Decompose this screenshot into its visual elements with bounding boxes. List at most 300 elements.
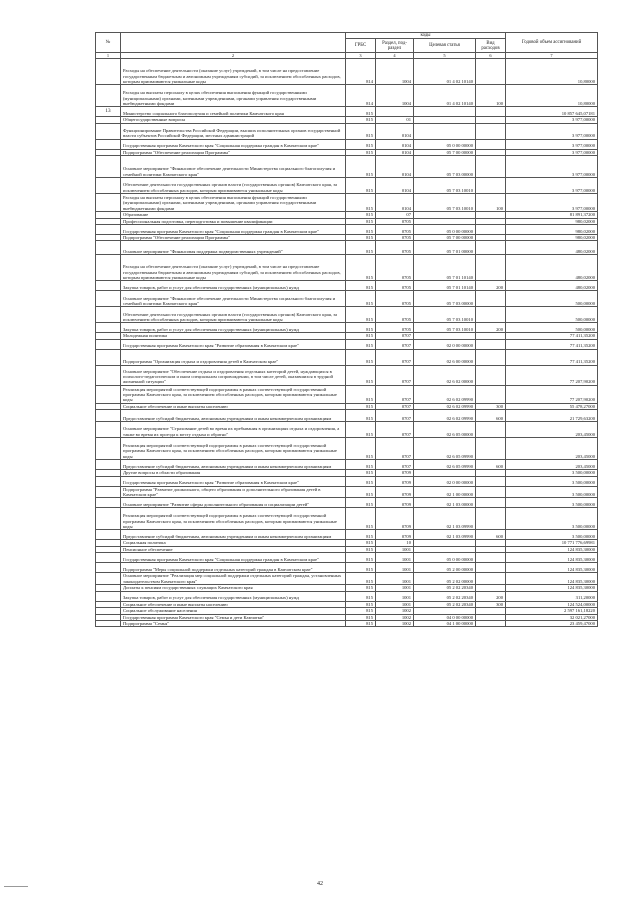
table-row	[96, 225, 598, 235]
cell-amount: 203,45000	[506, 460, 598, 470]
cell-name: Расходы на обеспечение деятельности (оказание услуг) учреждений, в том числе на предоставление государственным бюджетным и автономным учреждениям субсидий, за исключением обособленных расходов, которым присваиваются уникальные коды	[121, 255, 346, 281]
cell-no	[96, 620, 121, 626]
cell-cs: 04 1 00 00000	[414, 620, 476, 626]
cell-grbs: 815	[346, 540, 376, 546]
cell-name: Пенсионное обеспечение	[121, 546, 346, 552]
cell-name: Реализация мероприятий соответствующей подпрограммы в рамках соответствующей государственной программы Камчатского края, за исключением обособленных расходов, которым присваиваются уникальные коды	[121, 385, 346, 403]
cell-amount: 77 411,35200	[506, 333, 598, 339]
header-no: №	[96, 33, 121, 53]
cell-name: Молодежная политика	[121, 333, 346, 339]
cell-no	[96, 194, 121, 212]
cell-cs: 02 6 02 09990	[414, 403, 476, 409]
cell-cs: 05 0 00 00000	[414, 225, 476, 235]
cell-vr	[476, 107, 506, 117]
table-row	[96, 194, 598, 212]
cell-no	[96, 438, 121, 460]
cell-name: Образование	[121, 212, 346, 218]
cell-vr	[476, 139, 506, 149]
cell-grbs: 815	[346, 508, 376, 530]
cell-no	[96, 410, 121, 422]
cell-grbs: 815	[346, 365, 376, 385]
cell-amount: 55 478,27000	[506, 403, 598, 409]
cell-rzpr: 0707	[376, 422, 414, 438]
colnum: 6	[476, 53, 506, 59]
cell-rzpr: 0709	[376, 498, 414, 508]
cell-vr	[476, 438, 506, 460]
cell-amount: 3 977,00000	[506, 117, 598, 123]
header-rzpr: Раздел, под-раздел	[376, 39, 414, 53]
cell-name: Закупка товаров, работ и услуг для обеспечения государственных (муниципальных) нужд	[121, 323, 346, 333]
cell-name: Подпрограмма "Семья"	[121, 620, 346, 626]
cell-amount: 3 977,00000	[506, 123, 598, 139]
cell-vr: 600	[476, 410, 506, 422]
cell-amount: 124 835,30000	[506, 573, 598, 585]
cell-name: Подпрограмма "Обеспечение реализации Программы"	[121, 149, 346, 155]
cell-amount: 311,20000	[506, 591, 598, 601]
table-row	[96, 385, 598, 403]
budget-table-sheet	[95, 32, 597, 627]
cell-grbs: 815	[346, 530, 376, 540]
cell-grbs: 815	[346, 333, 376, 339]
cell-cs: 04 0 00 00000	[414, 614, 476, 620]
cell-amount: 77 207,90200	[506, 385, 598, 403]
cell-grbs: 815	[346, 563, 376, 573]
cell-amount: 980,02000	[506, 235, 598, 241]
cell-cs: 05 7 03 00000	[414, 291, 476, 307]
cell-rzpr: 1002	[376, 620, 414, 626]
cell-rzpr: 0705	[376, 291, 414, 307]
cell-no	[96, 498, 121, 508]
cell-rzpr: 1002	[376, 608, 414, 614]
cell-amount: 10,80000	[506, 59, 598, 85]
cell-cs: 02 6 05 00000	[414, 422, 476, 438]
cell-name: Государственная программа Камчатского края "Социальная поддержка граждан в Камчатском крае"	[121, 139, 346, 149]
cell-rzpr: 1004	[376, 59, 414, 85]
table-row	[96, 107, 598, 117]
cell-cs: 02 1 03 00000	[414, 498, 476, 508]
cell-vr	[476, 123, 506, 139]
cell-rzpr: 0709	[376, 530, 414, 540]
table-row	[96, 349, 598, 365]
cell-rzpr: 1001	[376, 573, 414, 585]
cell-amount: 21 729,63200	[506, 410, 598, 422]
cell-name: Обеспечение деятельности государственных органов власти (государственных органов) Камчатского края, за исключением обособленных расходов, которым присваиваются уникальные коды	[121, 178, 346, 194]
cell-cs: 01 4 02 10140	[414, 59, 476, 85]
header-vr: Вид расходов	[476, 39, 506, 53]
cell-name: Предоставление субсидий бюджетным, автономным учреждениям и иным некоммерческим организациям	[121, 530, 346, 540]
cell-vr	[476, 225, 506, 235]
cell-grbs: 815	[346, 601, 376, 607]
cell-vr	[476, 476, 506, 486]
cell-no	[96, 178, 121, 194]
cell-amount: 23 459,47000	[506, 620, 598, 626]
header-codes: коды	[346, 33, 506, 39]
budget-table	[95, 32, 598, 627]
cell-grbs: 815	[346, 591, 376, 601]
cell-grbs: 815	[346, 156, 376, 178]
cell-no	[96, 323, 121, 333]
scan-edge-mark	[4, 886, 28, 887]
colnum: 2	[121, 53, 346, 59]
cell-amount: 10 771 776,69981	[506, 540, 598, 546]
cell-grbs: 815	[346, 339, 376, 349]
cell-grbs: 814	[346, 59, 376, 85]
cell-vr	[476, 241, 506, 255]
cell-rzpr: 0707	[376, 410, 414, 422]
cell-name: Подпрограмма "Организация отдыха и оздоровления детей в Камчатском крае"	[121, 349, 346, 365]
cell-name: Основное мероприятие "Реализация мер социальной поддержки отдельных категорий граждан, установленных законодательством Камчатского края"	[121, 573, 346, 585]
cell-rzpr: 0709	[376, 508, 414, 530]
cell-name: Основное мероприятие "Обеспечение отдыха и оздоровления отдельных категорий детей, нуждающихся в психолого-педагогическом и ином специальном сопровождении, в том числе детей, оказавшихся в трудной жизненной ситуации"	[121, 365, 346, 385]
cell-no	[96, 530, 121, 540]
cell-rzpr: 0707	[376, 438, 414, 460]
table-row	[96, 486, 598, 498]
cell-grbs: 815	[346, 291, 376, 307]
cell-grbs: 815	[346, 123, 376, 139]
cell-rzpr: 0707	[376, 333, 414, 339]
cell-no	[96, 385, 121, 403]
cell-grbs: 815	[346, 553, 376, 563]
cell-grbs: 815	[346, 403, 376, 409]
cell-rzpr: 0705	[376, 281, 414, 291]
cell-amount: 500,00000	[506, 323, 598, 333]
cell-name: Государственная программа Камчатского края "Развитие образования в Камчатском крае"	[121, 476, 346, 486]
cell-amount: 124 835,30000	[506, 585, 598, 591]
cell-vr: 100	[476, 85, 506, 107]
cell-cs: 02 1 00 00000	[414, 486, 476, 498]
cell-vr: 600	[476, 530, 506, 540]
cell-name: Подпрограмма "Развитие дошкольного, общего образования и дополнительного образования детей в Камчатском крае"	[121, 486, 346, 498]
table-row	[96, 59, 598, 85]
header-amount: Годовой объем ассигнований	[506, 33, 598, 53]
cell-name: Реализация мероприятий соответствующей подпрограммы в рамках соответствующей государственной программы Камчатского края, за исключением обособленных расходов, которым присваиваются уникальные коды	[121, 438, 346, 460]
cell-rzpr: 0705	[376, 218, 414, 224]
cell-vr	[476, 573, 506, 585]
table-row	[96, 460, 598, 470]
cell-grbs: 815	[346, 218, 376, 224]
colnum: 3	[346, 53, 376, 59]
table-row	[96, 620, 598, 626]
cell-grbs: 815	[346, 255, 376, 281]
cell-vr	[476, 156, 506, 178]
header-name	[121, 33, 346, 53]
table-row	[96, 241, 598, 255]
cell-cs: 05 2 02 20340	[414, 591, 476, 601]
cell-cs: 02 6 02 00000	[414, 365, 476, 385]
cell-no	[96, 563, 121, 573]
table-row	[96, 498, 598, 508]
cell-rzpr: 10	[376, 540, 414, 546]
colnum: 1	[96, 53, 121, 59]
cell-rzpr: 07	[376, 212, 414, 218]
cell-grbs: 815	[346, 212, 376, 218]
cell-amount: 77 207,90200	[506, 365, 598, 385]
table-row	[96, 508, 598, 530]
cell-grbs: 815	[346, 194, 376, 212]
cell-no	[96, 349, 121, 365]
cell-amount: 32 021,27000	[506, 614, 598, 620]
cell-amount: 3 977,00000	[506, 178, 598, 194]
cell-no: 13	[96, 107, 121, 117]
cell-vr	[476, 291, 506, 307]
cell-name: Государственная программа Камчатского края "Социальная поддержка граждан в Камчатском крае"	[121, 553, 346, 563]
cell-grbs: 815	[346, 486, 376, 498]
cell-amount: 203,45000	[506, 438, 598, 460]
cell-grbs: 814	[346, 85, 376, 107]
table-body	[96, 59, 598, 627]
cell-amount: 3 500,00000	[506, 470, 598, 476]
cell-cs: 05 2 02 20340	[414, 601, 476, 607]
cell-rzpr: 0705	[376, 307, 414, 323]
cell-grbs: 815	[346, 498, 376, 508]
cell-cs: 05 7 01 00000	[414, 241, 476, 255]
cell-rzpr: 1002	[376, 614, 414, 620]
cell-cs: 02 1 03 09990	[414, 508, 476, 530]
cell-name: Социальное обслуживание населения	[121, 608, 346, 614]
cell-vr: 200	[476, 591, 506, 601]
cell-rzpr: 0709	[376, 486, 414, 498]
cell-name: Основное мероприятие "Финансовая поддержка подведомственных учреждений"	[121, 241, 346, 255]
cell-cs: 02 6 05 09990	[414, 460, 476, 470]
cell-rzpr: 0707	[376, 460, 414, 470]
cell-name: Общегосударственные вопросы	[121, 117, 346, 123]
cell-amount: 3 977,00000	[506, 194, 598, 212]
cell-name: Реализация мероприятий соответствующей подпрограммы в рамках соответствующей государственной программы Камчатского края, за исключением обособленных расходов, которым присваиваются уникальные коды	[121, 508, 346, 530]
cell-no	[96, 476, 121, 486]
cell-cs: 05 7 00 00000	[414, 235, 476, 241]
cell-cs: 05 7 03 10010	[414, 178, 476, 194]
cell-no	[96, 225, 121, 235]
cell-vr	[476, 553, 506, 563]
table-row	[96, 410, 598, 422]
cell-no	[96, 553, 121, 563]
cell-name: Предоставление субсидий бюджетным, автономным учреждениям и иным некоммерческим организациям	[121, 410, 346, 422]
table-row	[96, 438, 598, 460]
cell-amount: 124 524,00000	[506, 601, 598, 607]
cell-vr	[476, 385, 506, 403]
table-row	[96, 123, 598, 139]
cell-no	[96, 365, 121, 385]
cell-cs: 05 2 00 00000	[414, 563, 476, 573]
cell-name: Расходы на обеспечение деятельности (оказание услуг) учреждений, в том числе на предоставление государственным бюджетным и автономным учреждениям субсидий, за исключением обособленных расходов, которым присваиваются уникальные коды	[121, 59, 346, 85]
cell-vr	[476, 349, 506, 365]
table-row	[96, 573, 598, 585]
cell-grbs: 815	[346, 614, 376, 620]
cell-name: Социальное обеспечение и иные выплаты населению	[121, 601, 346, 607]
cell-rzpr: 1001	[376, 546, 414, 552]
cell-grbs: 815	[346, 225, 376, 235]
cell-cs: 05 7 03 10010	[414, 307, 476, 323]
cell-rzpr: 0104	[376, 178, 414, 194]
cell-vr	[476, 508, 506, 530]
table-row	[96, 339, 598, 349]
cell-vr	[476, 486, 506, 498]
cell-amount: 10 857 645,07181	[506, 107, 598, 117]
cell-grbs: 815	[346, 460, 376, 470]
cell-grbs: 815	[346, 349, 376, 365]
cell-rzpr: 1001	[376, 563, 414, 573]
cell-grbs: 815	[346, 608, 376, 614]
cell-grbs: 815	[346, 573, 376, 585]
cell-amount: 81 891,37200	[506, 212, 598, 218]
cell-grbs: 815	[346, 307, 376, 323]
cell-cs: 02 1 03 09990	[414, 530, 476, 540]
cell-rzpr	[376, 107, 414, 117]
cell-grbs: 815	[346, 281, 376, 291]
cell-no	[96, 307, 121, 323]
cell-cs: 05 7 03 00000	[414, 156, 476, 178]
cell-name: Профессиональная подготовка, переподготовка и повышение квалификации	[121, 218, 346, 224]
cell-cs	[414, 107, 476, 117]
cell-amount: 77 411,35200	[506, 339, 598, 349]
cell-grbs: 815	[346, 178, 376, 194]
cell-vr	[476, 339, 506, 349]
cell-rzpr: 0705	[376, 255, 414, 281]
cell-no	[96, 156, 121, 178]
cell-cs: 02 6 02 09990	[414, 410, 476, 422]
table-row	[96, 178, 598, 194]
cell-vr	[476, 422, 506, 438]
cell-no	[96, 422, 121, 438]
table-row	[96, 323, 598, 333]
cell-cs: 05 2 02 20340	[414, 585, 476, 591]
cell-amount: 500,00000	[506, 291, 598, 307]
cell-amount: 480,02000	[506, 241, 598, 255]
cell-cs: 02 6 05 09990	[414, 438, 476, 460]
cell-rzpr: 0705	[376, 323, 414, 333]
cell-no	[96, 241, 121, 255]
table-row	[96, 591, 598, 601]
cell-rzpr: 0104	[376, 156, 414, 178]
cell-rzpr: 0705	[376, 225, 414, 235]
header-grbs: ГРБС	[346, 39, 376, 53]
cell-amount: 2 597 161,18220	[506, 608, 598, 614]
colnum: 7	[506, 53, 598, 59]
cell-amount: 124 835,30000	[506, 546, 598, 552]
cell-cs: 02 0 00 00000	[414, 476, 476, 486]
table-row	[96, 530, 598, 540]
cell-grbs: 815	[346, 410, 376, 422]
cell-rzpr: 01	[376, 117, 414, 123]
cell-vr	[476, 178, 506, 194]
cell-rzpr: 0104	[376, 194, 414, 212]
cell-name: Государственная программа Камчатского края "Семья и дети Камчатки"	[121, 614, 346, 620]
table-row	[96, 281, 598, 291]
cell-amount: 3 500,00000	[506, 508, 598, 530]
cell-name: Основное мероприятие "Развитие сферы дополнительного образования и социализации детей"	[121, 498, 346, 508]
cell-no	[96, 291, 121, 307]
cell-rzpr: 0104	[376, 139, 414, 149]
cell-rzpr: 0709	[376, 476, 414, 486]
table-row	[96, 563, 598, 573]
cell-cs: 05 7 03 10010	[414, 323, 476, 333]
cell-no	[96, 59, 121, 85]
table-row	[96, 553, 598, 563]
cell-vr	[476, 620, 506, 626]
cell-grbs: 815	[346, 620, 376, 626]
cell-name: Закупка товаров, работ и услуг для обеспечения государственных (муниципальных) нужд	[121, 281, 346, 291]
cell-cs: 02 6 00 00000	[414, 349, 476, 365]
cell-grbs: 815	[346, 470, 376, 476]
cell-name: Расходы на выплаты персоналу в целях обеспечения выполнения функций государственными (муниципальными) органами, казенными учреждениями, органами управления государственными внебюджетными фондами	[121, 85, 346, 107]
cell-grbs: 815	[346, 438, 376, 460]
cell-name: Предоставление субсидий бюджетным, автономным учреждениям и иным некоммерческим организациям	[121, 460, 346, 470]
cell-rzpr: 0104	[376, 123, 414, 139]
cell-grbs: 815	[346, 422, 376, 438]
cell-name: Доплаты к пенсиям государственных служащих Камчатского края	[121, 585, 346, 591]
cell-amount: 3 977,00000	[506, 139, 598, 149]
cell-name: Социальное обеспечение и иные выплаты населению	[121, 403, 346, 409]
cell-rzpr: 0707	[376, 403, 414, 409]
cell-rzpr: 0707	[376, 385, 414, 403]
cell-name: Государственная программа Камчатского края "Социальная поддержка граждан в Камчатском крае"	[121, 225, 346, 235]
cell-no	[96, 508, 121, 530]
cell-grbs: 815	[346, 546, 376, 552]
cell-name: Расходы на выплаты персоналу в целях обеспечения выполнения функций государственными (муниципальными) органами, казенными учреждениями, органами управления государственными внебюджетными фондами	[121, 194, 346, 212]
cell-cs: 05 7 01 10140	[414, 255, 476, 281]
cell-name: Обеспечение деятельности государственных органов власти (государственных органов) Камчатского края, за исключением обособленных расходов, которым присваиваются уникальные коды	[121, 307, 346, 323]
cell-rzpr: 1001	[376, 601, 414, 607]
cell-amount: 500,00000	[506, 307, 598, 323]
cell-grbs: 815	[346, 476, 376, 486]
cell-name: Социальная политика	[121, 540, 346, 546]
cell-no	[96, 460, 121, 470]
cell-name: Государственная программа Камчатского края "Развитие образования в Камчатском крае"	[121, 339, 346, 349]
cell-amount: 124 835,30000	[506, 553, 598, 563]
cell-amount: 3 500,00000	[506, 486, 598, 498]
cell-grbs: 815	[346, 139, 376, 149]
cell-amount: 3 500,00000	[506, 476, 598, 486]
colnum: 4	[376, 53, 414, 59]
cell-name: Основное мероприятие "Финансовое обеспечение деятельности Министерства социального благополучия и семейной политики Камчатского края"	[121, 156, 346, 178]
cell-amount: 10,80000	[506, 85, 598, 107]
cell-vr: 300	[476, 403, 506, 409]
cell-rzpr: 0104	[376, 149, 414, 155]
cell-vr: 600	[476, 460, 506, 470]
cell-grbs: 815	[346, 117, 376, 123]
cell-no	[96, 591, 121, 601]
cell-name: Подпрограмма "Меры социальной поддержки отдельных категорий граждан в Камчатском крае"	[121, 563, 346, 573]
cell-amount: 480,02000	[506, 281, 598, 291]
cell-no	[96, 281, 121, 291]
cell-vr: 100	[476, 194, 506, 212]
cell-name: Другие вопросы в области образования	[121, 470, 346, 476]
cell-no	[96, 85, 121, 107]
cell-cs: 02 0 00 00000	[414, 339, 476, 349]
cell-cs: 05 0 00 00000	[414, 139, 476, 149]
cell-amount: 3 500,00000	[506, 498, 598, 508]
cell-no	[96, 339, 121, 349]
cell-cs: 05 2 02 00000	[414, 573, 476, 585]
cell-no	[96, 255, 121, 281]
cell-amount: 3 500,00000	[506, 530, 598, 540]
colnum: 5	[414, 53, 476, 59]
cell-amount: 3 977,00000	[506, 156, 598, 178]
table-row	[96, 422, 598, 438]
cell-rzpr: 1001	[376, 585, 414, 591]
cell-vr: 200	[476, 281, 506, 291]
cell-amount: 980,02000	[506, 225, 598, 235]
cell-grbs: 815	[346, 241, 376, 255]
cell-no	[96, 573, 121, 585]
cell-no	[96, 486, 121, 498]
cell-vr	[476, 59, 506, 85]
cell-name: Подпрограмма "Обеспечение реализации Программы"	[121, 235, 346, 241]
table-row	[96, 476, 598, 486]
cell-rzpr: 0705	[376, 241, 414, 255]
cell-no	[96, 139, 121, 149]
cell-vr	[476, 307, 506, 323]
